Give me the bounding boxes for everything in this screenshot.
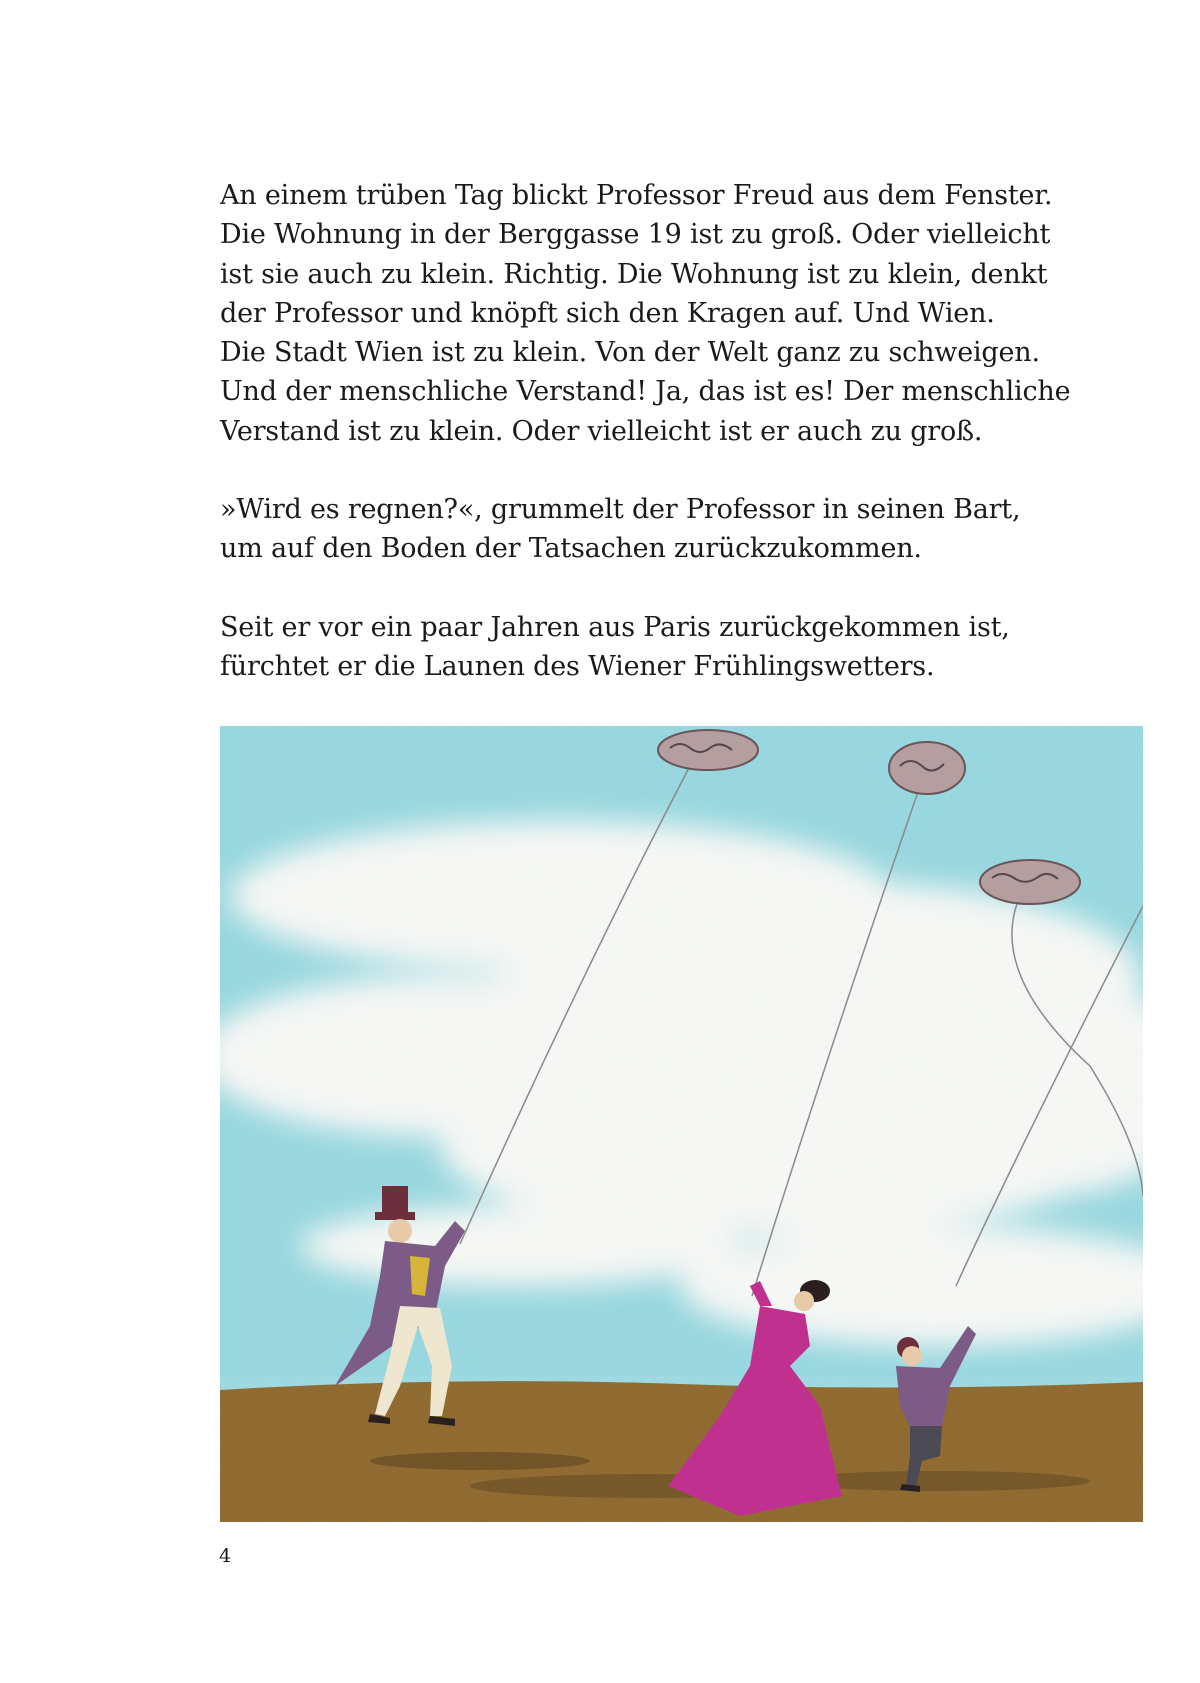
brain-kite-2 — [889, 742, 965, 794]
text-line: ist sie auch zu klein. Richtig. Die Wohnung ist zu klein, denkt — [220, 258, 1048, 290]
text-line: Seit er vor ein paar Jahren aus Paris zurückgekommen ist, — [220, 611, 1010, 643]
brain-kite-1 — [658, 730, 758, 770]
story-text — [220, 176, 1120, 725]
kite-flying-illustration — [220, 726, 1143, 1522]
page-number: 4 — [219, 1545, 232, 1567]
illustration-canvas — [220, 726, 1143, 1522]
brain-kite-3 — [980, 860, 1080, 904]
text-line: der Professor und knöpft sich den Kragen auf. Und Wien. — [220, 297, 995, 329]
text-line: Die Wohnung in der Berggasse 19 ist zu groß. Oder vielleicht — [220, 219, 1051, 251]
text-line: Verstand ist zu klein. Oder vielleicht ist er auch zu groß. — [220, 415, 983, 447]
text-line: Und der menschliche Verstand! Ja, das ist es! Der menschliche — [220, 376, 1071, 408]
text-line: um auf den Boden der Tatsachen zurückzukommen. — [220, 533, 922, 565]
paragraph-1 — [220, 176, 1120, 451]
text-line: fürchtet er die Launen des Wiener Frühlingswetters. — [220, 650, 935, 682]
paragraph-2 — [220, 490, 1120, 569]
paragraph-3 — [220, 608, 1120, 687]
text-line: Die Stadt Wien ist zu klein. Von der Welt ganz zu schweigen. — [220, 337, 1040, 369]
text-line: An einem trüben Tag blickt Professor Freud aus dem Fenster. — [220, 180, 1053, 211]
text-line: »Wird es regnen?«, grummelt der Professor in seinen Bart, — [220, 494, 1021, 526]
